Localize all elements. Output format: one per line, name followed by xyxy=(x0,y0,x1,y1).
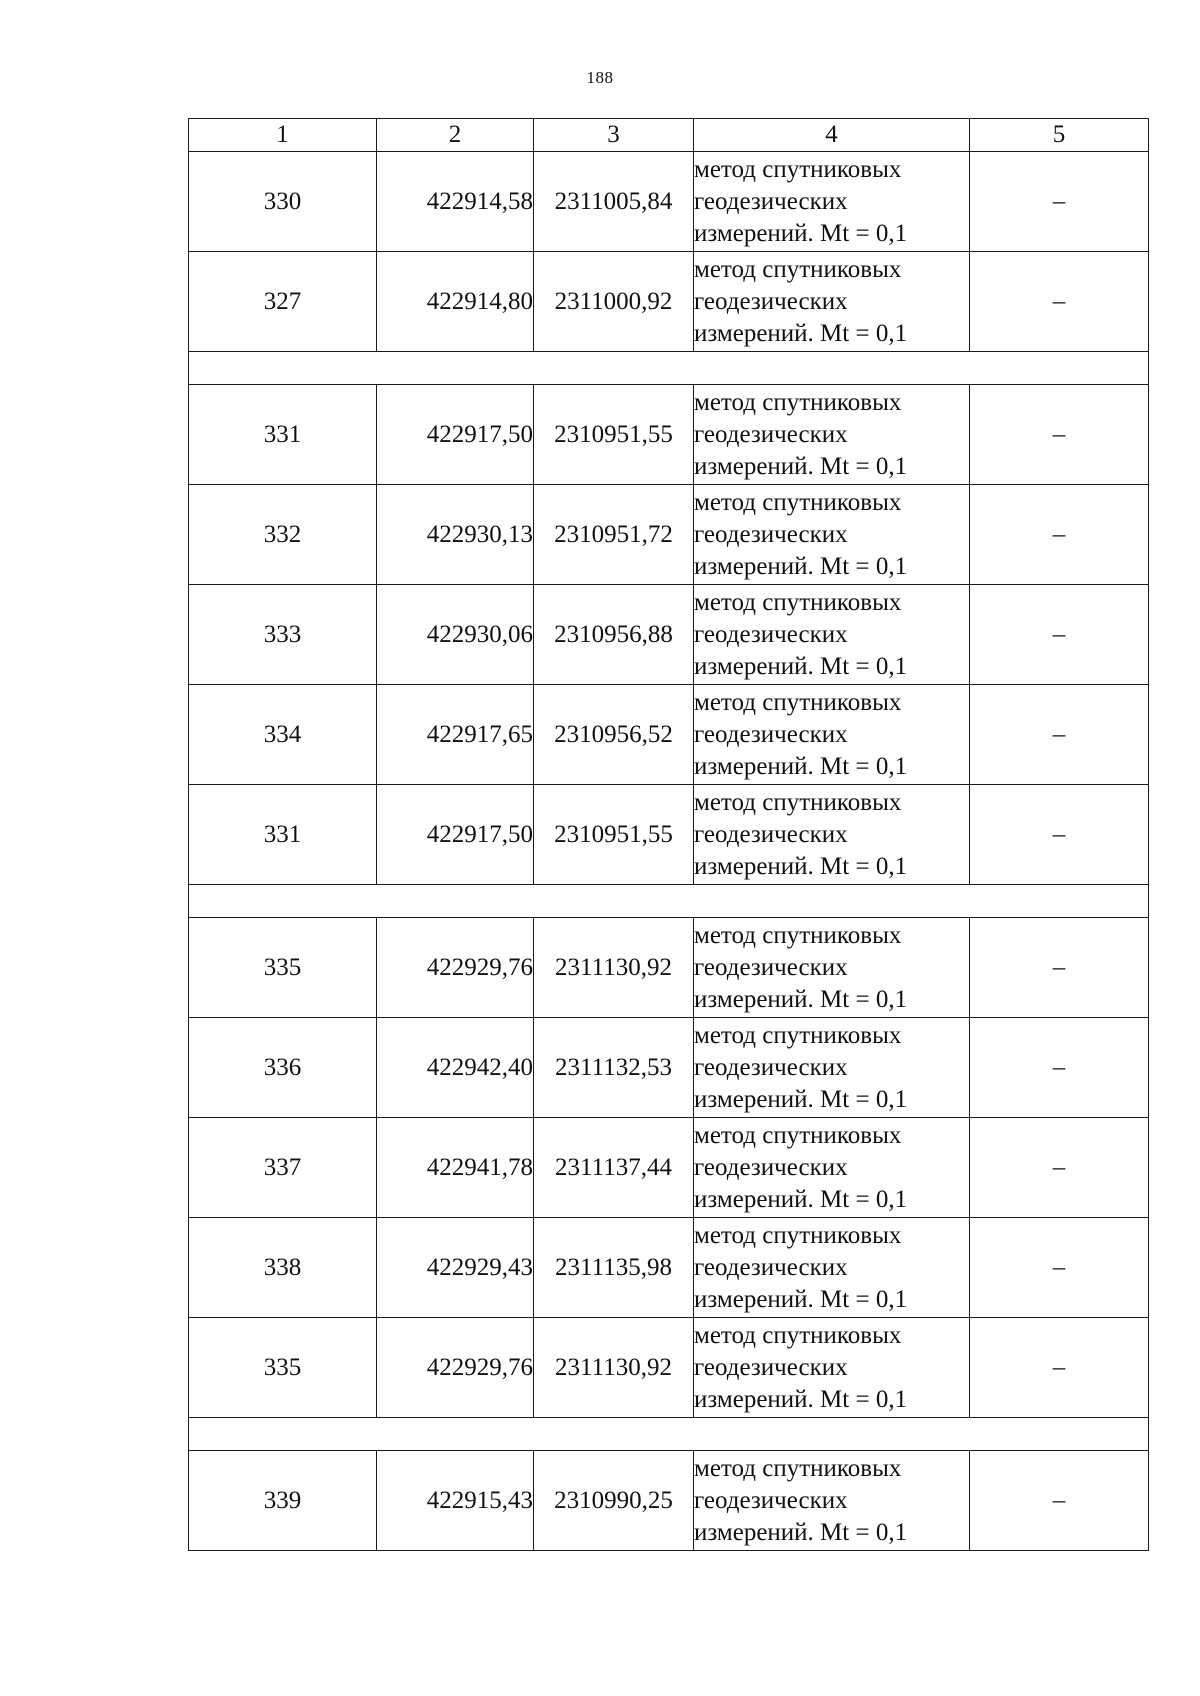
method-line: геодезических xyxy=(694,420,848,448)
table-row xyxy=(189,918,1149,1018)
method-cell xyxy=(694,1451,970,1551)
note-cell: – xyxy=(970,685,1149,785)
method-line: измерений. Mt = 0,1 xyxy=(694,219,908,247)
method-cell xyxy=(694,1318,970,1418)
table-row xyxy=(189,252,1149,352)
x-coordinate-cell: 422941,78 xyxy=(377,1118,534,1218)
method-line: геодезических xyxy=(694,820,848,848)
note-cell: – xyxy=(970,485,1149,585)
table-row xyxy=(189,1451,1149,1551)
point-number-cell: 337 xyxy=(189,1118,377,1218)
method-cell xyxy=(694,485,970,585)
method-cell xyxy=(694,152,970,252)
method-line: измерений. Mt = 0,1 xyxy=(694,452,908,480)
method-line: метод спутниковых xyxy=(694,1321,902,1349)
note-cell: – xyxy=(970,1018,1149,1118)
coordinates-table xyxy=(188,118,1149,1551)
method-line: геодезических xyxy=(694,620,848,648)
x-coordinate-cell: 422914,80 xyxy=(377,252,534,352)
note-cell: – xyxy=(970,1451,1149,1551)
method-cell xyxy=(694,785,970,885)
column-header-5: 5 xyxy=(970,119,1149,152)
contour-separator-row xyxy=(189,1418,1149,1451)
contour-separator-row xyxy=(189,352,1149,385)
x-coordinate-cell: 422917,65 xyxy=(377,685,534,785)
table-row xyxy=(189,485,1149,585)
table-row xyxy=(189,1218,1149,1318)
method-line: метод спутниковых xyxy=(694,1121,902,1149)
method-cell xyxy=(694,918,970,1018)
table-row xyxy=(189,1318,1149,1418)
method-cell xyxy=(694,1018,970,1118)
method-line: геодезических xyxy=(694,1353,848,1381)
note-cell: – xyxy=(970,585,1149,685)
table-row xyxy=(189,385,1149,485)
point-number-cell: 332 xyxy=(189,485,377,585)
table-row xyxy=(189,685,1149,785)
method-line: измерений. Mt = 0,1 xyxy=(694,985,908,1013)
point-number-cell: 339 xyxy=(189,1451,377,1551)
method-line: геодезических xyxy=(694,1153,848,1181)
method-cell xyxy=(694,252,970,352)
y-coordinate-cell: 2311000,92 xyxy=(534,252,694,352)
y-coordinate-cell: 2310956,88 xyxy=(534,585,694,685)
table-header-row xyxy=(189,119,1149,152)
y-coordinate-cell: 2311130,92 xyxy=(534,918,694,1018)
table-row xyxy=(189,152,1149,252)
method-line: геодезических xyxy=(694,520,848,548)
method-line: метод спутниковых xyxy=(694,588,902,616)
method-line: измерений. Mt = 0,1 xyxy=(694,319,908,347)
column-header-1: 1 xyxy=(189,119,377,152)
y-coordinate-cell: 2311005,84 xyxy=(534,152,694,252)
method-cell xyxy=(694,1218,970,1318)
method-line: метод спутниковых xyxy=(694,921,902,949)
method-line: измерений. Mt = 0,1 xyxy=(694,1285,908,1313)
x-coordinate-cell: 422930,13 xyxy=(377,485,534,585)
table-row xyxy=(189,1018,1149,1118)
column-header-2: 2 xyxy=(377,119,534,152)
point-number-cell: 336 xyxy=(189,1018,377,1118)
method-line: геодезических xyxy=(694,1053,848,1081)
method-line: геодезических xyxy=(694,287,848,315)
table-row xyxy=(189,1118,1149,1218)
table-row xyxy=(189,585,1149,685)
point-number-cell: 335 xyxy=(189,918,377,1018)
method-line: метод спутниковых xyxy=(694,255,902,283)
point-number-cell: 330 xyxy=(189,152,377,252)
point-number-cell: 331 xyxy=(189,785,377,885)
method-line: геодезических xyxy=(694,187,848,215)
column-header-4: 4 xyxy=(694,119,970,152)
x-coordinate-cell: 422917,50 xyxy=(377,785,534,885)
y-coordinate-cell: 2310951,55 xyxy=(534,385,694,485)
method-line: метод спутниковых xyxy=(694,1454,902,1482)
point-number-cell: 333 xyxy=(189,585,377,685)
x-coordinate-cell: 422915,43 xyxy=(377,1451,534,1551)
method-line: геодезических xyxy=(694,1253,848,1281)
table-row xyxy=(189,785,1149,885)
method-cell xyxy=(694,685,970,785)
method-line: геодезических xyxy=(694,720,848,748)
y-coordinate-cell: 2310951,72 xyxy=(534,485,694,585)
method-line: метод спутниковых xyxy=(694,688,902,716)
x-coordinate-cell: 422930,06 xyxy=(377,585,534,685)
note-cell: – xyxy=(970,1318,1149,1418)
method-line: измерений. Mt = 0,1 xyxy=(694,652,908,680)
method-cell xyxy=(694,585,970,685)
x-coordinate-cell: 422929,76 xyxy=(377,1318,534,1418)
note-cell: – xyxy=(970,785,1149,885)
x-coordinate-cell: 422914,58 xyxy=(377,152,534,252)
method-line: геодезических xyxy=(694,953,848,981)
method-cell xyxy=(694,1118,970,1218)
method-line: метод спутниковых xyxy=(694,788,902,816)
x-coordinate-cell: 422929,43 xyxy=(377,1218,534,1318)
x-coordinate-cell: 422942,40 xyxy=(377,1018,534,1118)
method-line: метод спутниковых xyxy=(694,1021,902,1049)
separator-cell xyxy=(189,885,1149,918)
y-coordinate-cell: 2310956,52 xyxy=(534,685,694,785)
method-cell xyxy=(694,385,970,485)
method-line: метод спутниковых xyxy=(694,388,902,416)
contour-separator-row xyxy=(189,885,1149,918)
method-line: измерений. Mt = 0,1 xyxy=(694,752,908,780)
method-line: метод спутниковых xyxy=(694,155,902,183)
method-line: измерений. Mt = 0,1 xyxy=(694,1385,908,1413)
point-number-cell: 327 xyxy=(189,252,377,352)
column-header-3: 3 xyxy=(534,119,694,152)
page-number: 188 xyxy=(586,68,614,87)
note-cell: – xyxy=(970,385,1149,485)
note-cell: – xyxy=(970,918,1149,1018)
note-cell: – xyxy=(970,1218,1149,1318)
method-line: измерений. Mt = 0,1 xyxy=(694,1185,908,1213)
x-coordinate-cell: 422929,76 xyxy=(377,918,534,1018)
method-line: метод спутниковых xyxy=(694,488,902,516)
method-line: измерений. Mt = 0,1 xyxy=(694,1518,908,1546)
y-coordinate-cell: 2310990,25 xyxy=(534,1451,694,1551)
table-body xyxy=(189,152,1149,1551)
point-number-cell: 334 xyxy=(189,685,377,785)
y-coordinate-cell: 2311130,92 xyxy=(534,1318,694,1418)
y-coordinate-cell: 2311132,53 xyxy=(534,1018,694,1118)
point-number-cell: 331 xyxy=(189,385,377,485)
method-line: измерений. Mt = 0,1 xyxy=(694,852,908,880)
separator-cell xyxy=(189,1418,1149,1451)
method-line: геодезических xyxy=(694,1486,848,1514)
note-cell: – xyxy=(970,252,1149,352)
y-coordinate-cell: 2311135,98 xyxy=(534,1218,694,1318)
note-cell: – xyxy=(970,152,1149,252)
point-number-cell: 335 xyxy=(189,1318,377,1418)
point-number-cell: 338 xyxy=(189,1218,377,1318)
method-line: метод спутниковых xyxy=(694,1221,902,1249)
x-coordinate-cell: 422917,50 xyxy=(377,385,534,485)
separator-cell xyxy=(189,352,1149,385)
method-line: измерений. Mt = 0,1 xyxy=(694,552,908,580)
method-line: измерений. Mt = 0,1 xyxy=(694,1085,908,1113)
y-coordinate-cell: 2310951,55 xyxy=(534,785,694,885)
note-cell: – xyxy=(970,1118,1149,1218)
y-coordinate-cell: 2311137,44 xyxy=(534,1118,694,1218)
